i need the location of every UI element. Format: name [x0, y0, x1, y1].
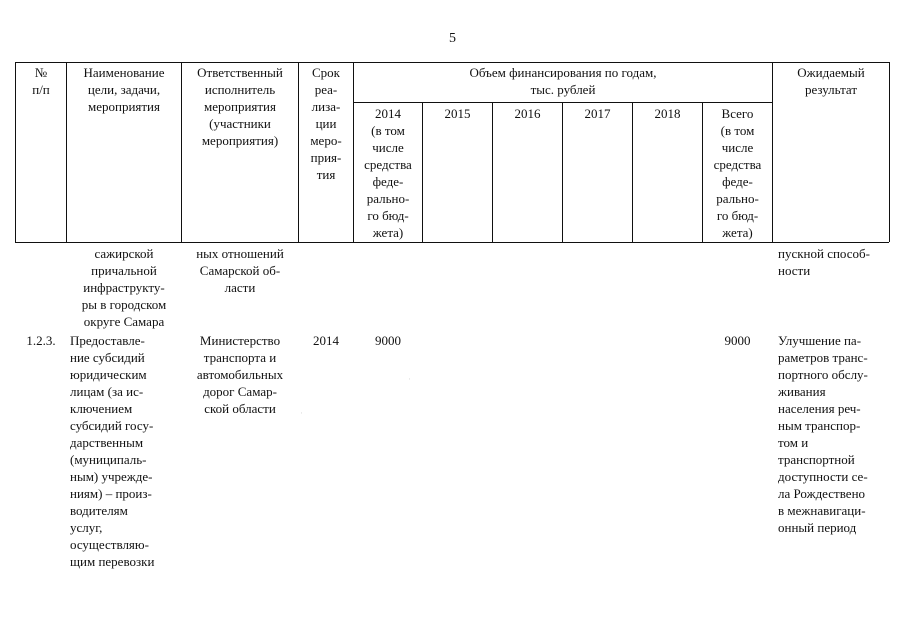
scan-speck: ·	[408, 374, 411, 384]
header-name: Наименование цели, задачи, мероприятия	[83, 65, 165, 114]
continuation-name: сажирской причальной инфраструкту- ры в городском округе Самара	[81, 246, 167, 329]
header-year-2014: 2014 (в том числе средства феде- рально- го бюд- жета)	[364, 106, 412, 240]
page-number: 5	[449, 31, 456, 46]
row-name: Предоставле- ние субсидий юридическим лицам (за ис- ключением субсидий госу- дарственным (муниципаль- ным) учрежде- ниям) – произ- водителям услуг, осуществляю- щим перевозки	[70, 333, 155, 569]
row-value-2014: 9000	[375, 333, 401, 348]
continuation-executor: ных отношений Самарской об- ласти	[196, 246, 284, 295]
header-executor: Ответственный исполнитель мероприятия (участники мероприятия)	[197, 65, 283, 148]
row-result: Улучшение па- раметров транс- портного обслу- живания населения реч- ным транспор- том и транспортной доступности се- ла Рождествено в межнавигаци- онный период	[778, 333, 868, 535]
header-term: Срок реа- лиза- ции меро- прия- тия	[310, 65, 342, 182]
row-executor: Министерство транспорта и автомобильных дорог Самар- ской области	[196, 333, 284, 416]
header-year-2016: 2016	[514, 106, 541, 121]
continuation-result: пускной способ- ности	[778, 246, 870, 278]
header-result: Ожидаемый результат	[797, 65, 865, 97]
row-num: 1.2.3.	[26, 333, 56, 348]
header-year-2017: 2017	[584, 106, 611, 121]
header-year-2018: 2018	[654, 106, 681, 121]
header-year-2015: 2015	[444, 106, 471, 121]
header-funding: Объем финансирования по годам, тыс. рублей	[469, 65, 657, 97]
row-value-total: 9000	[724, 333, 751, 348]
header-total: Всего (в том числе средства феде- рально- го бюд- жета)	[713, 106, 762, 240]
scan-speck: ·	[300, 408, 303, 418]
header-num: № п/п	[32, 65, 50, 97]
row-term: 2014	[313, 333, 339, 348]
